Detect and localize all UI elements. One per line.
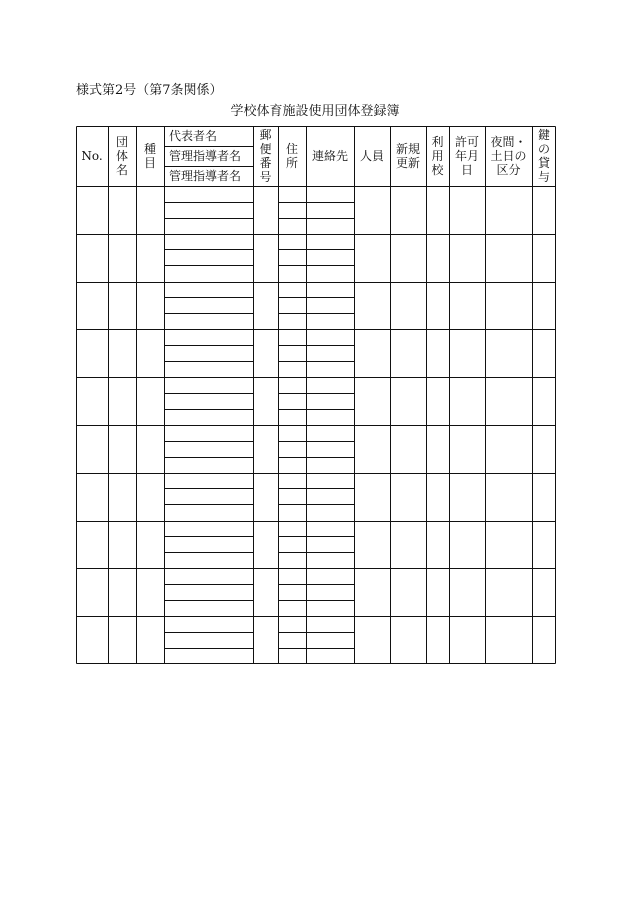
header-permit-date: 許可 年月 日 bbox=[454, 135, 479, 177]
table-row bbox=[76, 425, 556, 473]
table-row bbox=[76, 521, 556, 569]
form-number: 様式第2号（第7条関係） bbox=[76, 83, 223, 98]
page-title: 学校体育施設使用団体登録簿 bbox=[230, 104, 400, 119]
header-night-weekend: 夜間・ 土日の 区分 bbox=[490, 135, 527, 177]
header-no: No. bbox=[81, 149, 103, 163]
header-group-name: 団 体 名 bbox=[115, 135, 128, 177]
header-contact: 連絡先 bbox=[311, 149, 348, 163]
header-postal-code: 郵 便 番 号 bbox=[259, 128, 272, 184]
header-new-renew: 新規 更新 bbox=[395, 142, 420, 170]
header-representative: 代表者名 bbox=[169, 129, 218, 143]
header-address: 住 所 bbox=[285, 142, 298, 170]
header-manager-1: 管理指導者名 bbox=[169, 149, 242, 163]
table-row bbox=[76, 616, 556, 664]
table-row bbox=[76, 568, 556, 616]
header-manager-2: 管理指導者名 bbox=[169, 169, 242, 183]
header-school: 利 用 校 bbox=[431, 135, 444, 177]
table-row bbox=[76, 186, 556, 234]
table-row bbox=[76, 282, 556, 330]
header-members: 人員 bbox=[359, 149, 384, 163]
header-category: 種 目 bbox=[143, 142, 156, 170]
table-row bbox=[76, 234, 556, 282]
table-row bbox=[76, 473, 556, 521]
header-key-loan: 鍵 の 貸 与 bbox=[537, 128, 550, 184]
registration-table bbox=[76, 126, 556, 664]
table-row bbox=[76, 329, 556, 377]
table-row bbox=[76, 377, 556, 425]
